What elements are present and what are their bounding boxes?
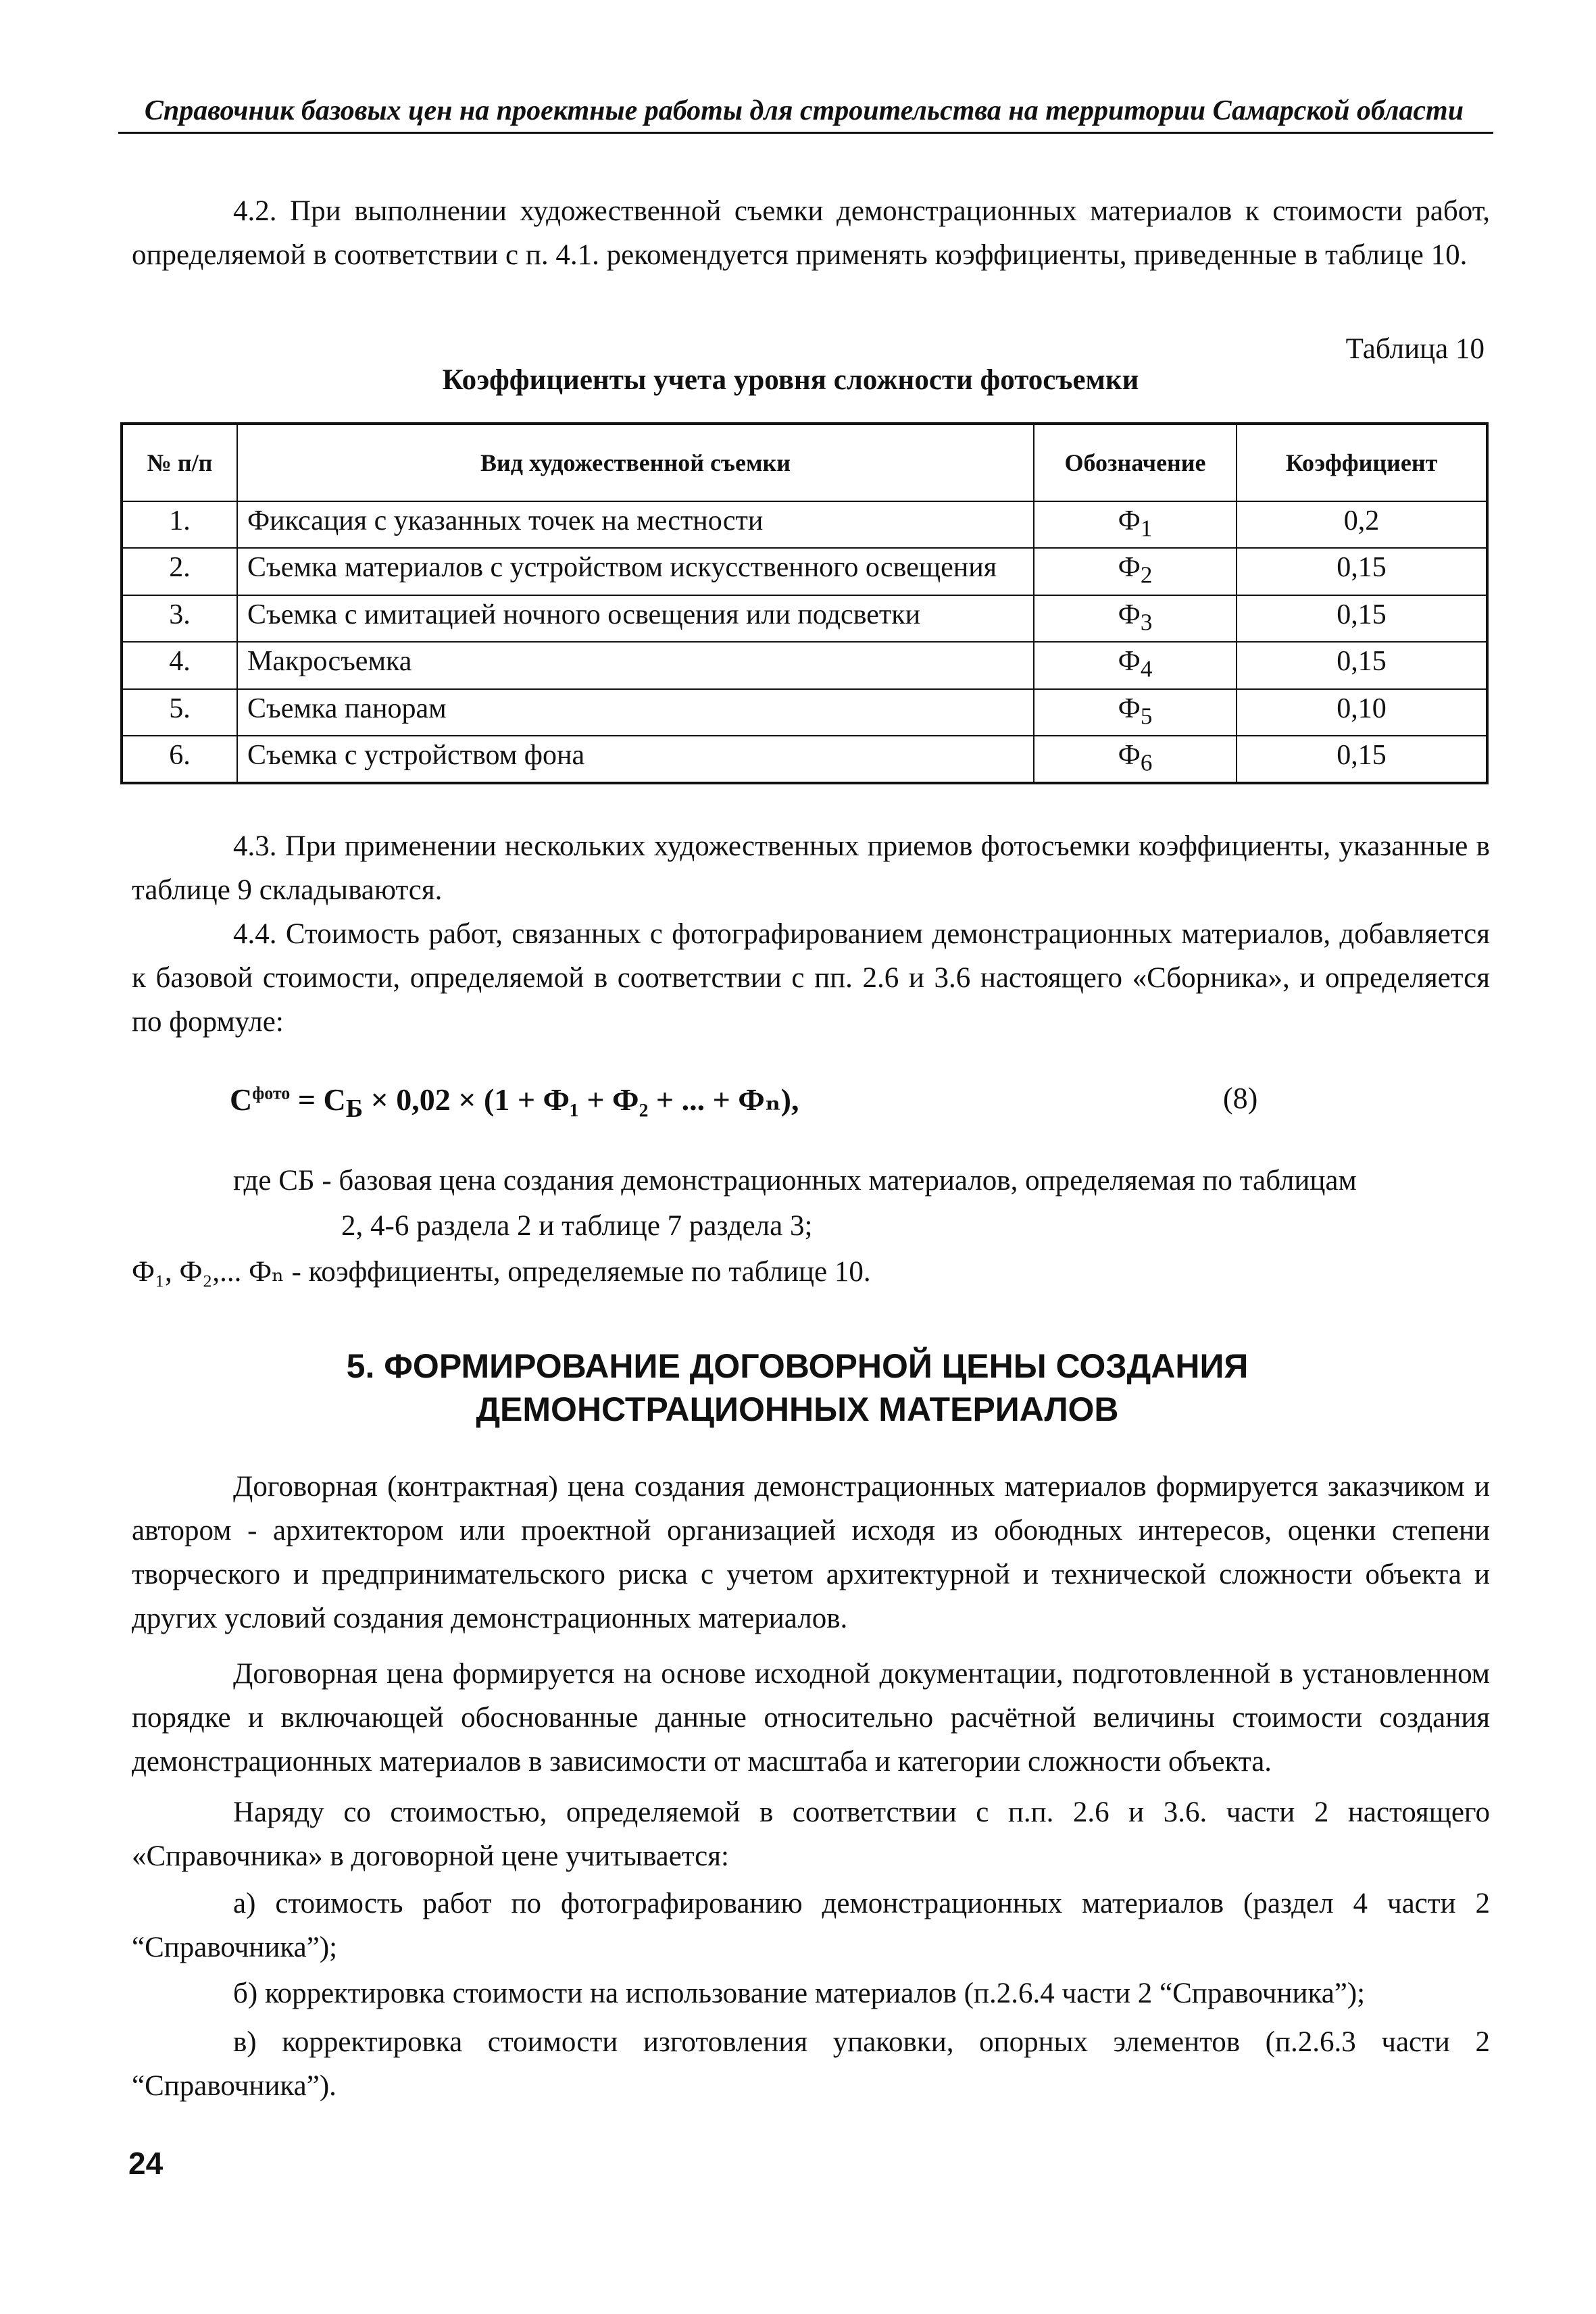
paragraph-4-4: 4.4. Стоимость работ, связанных с фотографированием демонстрационных материалов, добавляется к базовой стоимости, определяемой в соответствии с пп. 2.6 и 3.6 настоящего «Сборника», и определяется по формуле:: [132, 918, 1490, 1038]
row-num: 1.: [122, 501, 237, 548]
section-title-line-2: ДЕМОНСТРАЦИОННЫХ МАТЕРИАЛОВ: [476, 1390, 1119, 1428]
row-type: Макросъемка: [237, 642, 1034, 688]
row-coefficient: 0,2: [1237, 501, 1487, 548]
page-number: 24: [128, 2146, 164, 2181]
section-5-title: [223, 1344, 1372, 1431]
row-type: Съемка материалов с устройством искусственного освещения: [237, 548, 1034, 595]
row-type: Съемка с устройством фона: [237, 736, 1034, 783]
row-coefficient: 0,15: [1237, 642, 1487, 688]
row-symbol: $Ф_3$: [1034, 595, 1237, 642]
row-symbol: $Ф_6$: [1034, 736, 1237, 783]
table-title: Коэффициенты учета уровня сложности фотосъемки: [442, 364, 1139, 396]
section-5-item-b: б) корректировка стоимости на использование материалов (п.2.6.4 части 2 “Справочника”);: [233, 1978, 1366, 2009]
section-5-paragraph-3: Наряду со стоимостью, определяемой в соответствии с п.п. 2.6 и 3.6. части 2 настоящего «Справочника» в договорной цене учитывается:: [132, 1796, 1490, 1872]
row-num: 4.: [122, 642, 237, 688]
header-rule: [118, 132, 1493, 134]
where-line-2: 2, 4-6 раздела 2 и таблице 7 раздела 3;: [341, 1210, 813, 1242]
header-num: № п/п: [122, 424, 237, 501]
section-5-item-c: в) корректировка стоимости изготовления упаковки, опорных элементов (п.2.6.3 части 2 “Справочника”).: [132, 2026, 1490, 2102]
row-symbol: $Ф_1$: [1034, 501, 1237, 548]
table-row: [122, 548, 1487, 595]
row-num: 6.: [122, 736, 237, 783]
section-5-paragraph-2: Договорная цена формируется на основе исходной документации, подготовленной в установленном порядке и включающей обоснованные данные относительно расчётной величины стоимости создания демонстрационных материалов в зависимости от масштаба и категории сложности объекта.: [132, 1658, 1490, 1778]
row-type: Фиксация с указанных точек на местности: [237, 501, 1034, 548]
row-coefficient: 0,15: [1237, 736, 1487, 783]
row-symbol: $Ф_2$: [1034, 548, 1237, 595]
where-line-1: где CБ - базовая цена создания демонстрационных материалов, определяемая по таблицам: [233, 1165, 1357, 1197]
header-symbol: Обозначение: [1034, 424, 1237, 501]
row-type: Съемка с имитацией ночного освещения или подсветки: [237, 595, 1034, 642]
where-line-3: Ф₁, Ф₂,... Фₙ - коэффициенты, определяемые по таблице 10.: [132, 1256, 871, 1288]
table-row: [122, 642, 1487, 688]
header-type: Вид художественной съемки: [237, 424, 1034, 501]
formula: $C^{фото} = C_Б \times 0,02 \times (1 + Ф_1 + Ф_2$ + ... + Фₙ),: [230, 1082, 799, 1124]
paragraph-4-2: 4.2. При выполнении художественной съемки демонстрационных материалов к стоимости работ, определяемой в соответствии с п. 4.1. рекомендуется применять коэффициенты, приведенные в таблице 10.: [132, 195, 1490, 271]
row-num: 3.: [122, 595, 237, 642]
paragraph-4-3: 4.3. При применении нескольких художественных приемов фотосъемки коэффициенты, указанные в таблице 9 складываются.: [132, 830, 1490, 906]
section-title-line-1: 5. ФОРМИРОВАНИЕ ДОГОВОРНОЙ ЦЕНЫ СОЗДАНИЯ: [346, 1347, 1249, 1385]
row-coefficient: 0,15: [1237, 548, 1487, 595]
row-num: 2.: [122, 548, 237, 595]
section-5-item-a: а) стоимость работ по фотографированию демонстрационных материалов (раздел 4 части 2 “Справочника”);: [132, 1888, 1490, 1963]
table-row: [122, 501, 1487, 548]
table-header-row: [122, 424, 1487, 501]
table-row: [122, 736, 1487, 783]
header-coefficient: Коэффициент: [1237, 424, 1487, 501]
table-row: [122, 595, 1487, 642]
row-coefficient: 0,10: [1237, 689, 1487, 736]
table-row: [122, 689, 1487, 736]
row-type: Съемка панорам: [237, 689, 1034, 736]
coefficients-table: [120, 422, 1489, 784]
running-header: Справочник базовых цен на проектные работы для строительства на территории Самарской области: [144, 95, 1464, 126]
row-symbol: $Ф_5$: [1034, 689, 1237, 736]
section-5-paragraph-1: Договорная (контрактная) цена создания демонстрационных материалов формируется заказчиком и автором - архитектором или проектной организацией исходя из обоюдных интересов, оценки степени творческого и предпринимательского риска с учетом архитектурной и технической сложности объекта и других условий создания демонстрационных материалов.: [132, 1471, 1490, 1634]
row-symbol: $Ф_4$: [1034, 642, 1237, 688]
row-num: 5.: [122, 689, 237, 736]
formula-number: (8): [1223, 1082, 1258, 1115]
row-coefficient: 0,15: [1237, 595, 1487, 642]
table-number-label: Таблица 10: [1345, 333, 1485, 365]
